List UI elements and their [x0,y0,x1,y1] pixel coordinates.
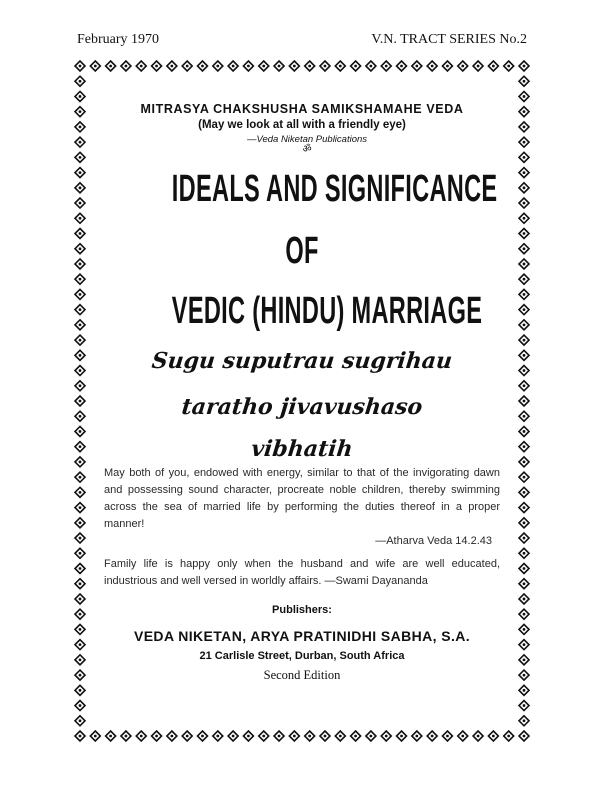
border-motif [75,244,85,254]
border-motif [75,548,85,558]
border-motif [75,533,85,543]
verse-line-1: Sugu suputrau sugrihau [150,348,454,374]
border-motif [274,731,284,741]
border-motif [75,624,85,634]
border-motif [75,381,85,391]
border-motif [519,91,529,101]
title-line-1: IDEALS AND SIGNIFICANCE [171,168,498,210]
border-motif [519,335,529,345]
verse-translation: May both of you, endowed with energy, similar to that of the invigorating dawn and possessing sound character, procreate noble children, thereby swimming across the sea of married life by performing the duties thereof in a proper manner! [104,467,500,530]
border-motif [381,731,391,741]
border-motif [519,305,529,315]
border-motif [75,411,85,421]
border-motif [136,61,146,71]
border-motif [75,335,85,345]
border-motif [274,61,284,71]
border-motif [519,244,529,254]
border-motif [75,168,85,178]
border-motif [519,503,529,513]
border-motif [351,731,361,741]
border-motif [90,731,100,741]
border-motif [519,411,529,421]
border-motif [152,61,162,71]
border-motif [473,61,483,71]
border-motif [75,229,85,239]
border-motif [75,289,85,299]
publisher-address: 21 Carlisle Street, Durban, South Africa [199,650,405,662]
publisher-name: VEDA NIKETAN, ARYA PRATINIDHI SABHA, S.A. [133,628,471,644]
border-motif [519,731,529,741]
border-motif [519,61,529,71]
border-motif [75,609,85,619]
border-motif [75,259,85,269]
border-motif [75,579,85,589]
border-motif [519,472,529,482]
border-motif [75,122,85,132]
border-motif [519,229,529,239]
border-motif [412,731,422,741]
border-motif [228,731,238,741]
border-motif [335,731,345,741]
border-motif [366,61,376,71]
border-motif [182,731,192,741]
border-motif [75,457,85,467]
border-motif [75,91,85,101]
border-motif [519,533,529,543]
border-motif [504,61,514,71]
border-motif [351,61,361,71]
border-motif [152,731,162,741]
border-motif [75,564,85,574]
border-motif [289,731,299,741]
border-motif [519,122,529,132]
border-motif [519,640,529,650]
border-motif [182,61,192,71]
border-motif [427,61,437,71]
om-symbol: ॐ [302,144,312,155]
border-motif [320,731,330,741]
border-motif [75,518,85,528]
border-motif [75,701,85,711]
border-motif [75,320,85,330]
border-motif [75,274,85,284]
border-motif [519,716,529,726]
border-motif [519,518,529,528]
border-motif [75,716,85,726]
border-motif [381,61,391,71]
border-motif [259,61,269,71]
border-motif [75,426,85,436]
border-motif [488,61,498,71]
border-motif [121,731,131,741]
border-motif [75,183,85,193]
border-motif [320,61,330,71]
title-line-3: VEDIC (HINDU) MARRIAGE [171,290,483,332]
border-motif [75,472,85,482]
border-motif [397,61,407,71]
border-motif [519,670,529,680]
border-motif [75,503,85,513]
border-motif [519,76,529,86]
border-motif [519,152,529,162]
border-motif [519,685,529,695]
border-motif [75,487,85,497]
motto-credit: —Veda Niketan Publications [246,134,368,145]
edition-label: Second Edition [263,668,341,682]
border-motif [228,61,238,71]
border-motif [366,731,376,741]
border-motif [75,731,85,741]
cover-content [92,78,512,724]
border-motif [519,366,529,376]
publication-date: February 1970 [77,32,160,47]
border-motif [519,350,529,360]
border-motif [442,61,452,71]
motto-sanskrit: MITRASYA CHAKSHUSHA SAMIKSHAMAHE VEDA [140,102,464,116]
border-motif [75,640,85,650]
border-motif [259,731,269,741]
border-motif [519,183,529,193]
border-motif [519,289,529,299]
border-motif [519,609,529,619]
border-motif [75,107,85,117]
border-motif [75,137,85,147]
border-motif [167,61,177,71]
border-motif [243,61,253,71]
border-motif [519,457,529,467]
border-motif [305,61,315,71]
border-motif [167,731,177,741]
border-motif [106,61,116,71]
border-motif [75,198,85,208]
border-motif [519,396,529,406]
border-motif [519,320,529,330]
border-motif [519,442,529,452]
border-motif [519,701,529,711]
border-motif [75,594,85,604]
publishers-label: Publishers: [272,604,332,616]
border-motif [442,731,452,741]
border-motif [397,731,407,741]
border-motif [75,76,85,86]
border-motif [121,61,131,71]
border-motif [75,670,85,680]
title-line-2: OF [285,230,319,272]
border-motif [519,198,529,208]
border-motif [75,305,85,315]
border-motif [243,731,253,741]
motto-translation: (May we look at all with a friendly eye) [198,119,406,131]
border-motif [213,61,223,71]
border-motif [458,61,468,71]
border-motif [519,274,529,284]
border-motif [519,168,529,178]
border-motif [213,731,223,741]
series-number: V.N. TRACT SERIES No.2 [371,32,527,47]
border-motif [519,579,529,589]
border-motif [519,381,529,391]
border-motif [412,61,422,71]
border-motif [75,61,85,71]
verse-line-3: vibhatih [249,436,355,462]
border-motif [488,731,498,741]
border-motif [335,61,345,71]
border-motif [519,107,529,117]
border-motif [519,548,529,558]
border-motif [458,731,468,741]
border-motif [305,731,315,741]
border-motif [519,564,529,574]
border-motif [519,213,529,223]
verse-source: —Atharva Veda 14.2.43 [375,535,492,547]
border-motif [519,487,529,497]
border-motif [519,426,529,436]
border-motif [289,61,299,71]
border-motif [197,731,207,741]
border-motif [75,213,85,223]
border-motif [75,396,85,406]
border-motif [519,624,529,634]
border-motif [427,731,437,741]
border-motif [473,731,483,741]
border-motif [90,61,100,71]
border-motif [519,594,529,604]
page-header [0,32,600,52]
border-motif [519,259,529,269]
dayananda-quote: Family life is happy only when the husband and wife are well educated, industrious and well versed in worldly affairs. —Swami Dayananda [104,558,500,587]
verse-line-2: taratho jivavushaso [180,394,424,420]
border-motif [75,350,85,360]
border-motif [75,685,85,695]
border-motif [197,61,207,71]
border-motif [75,655,85,665]
border-motif [519,137,529,147]
border-motif [136,731,146,741]
border-motif [75,152,85,162]
border-motif [75,442,85,452]
border-motif [519,655,529,665]
border-motif [75,366,85,376]
border-motif [504,731,514,741]
border-motif [106,731,116,741]
